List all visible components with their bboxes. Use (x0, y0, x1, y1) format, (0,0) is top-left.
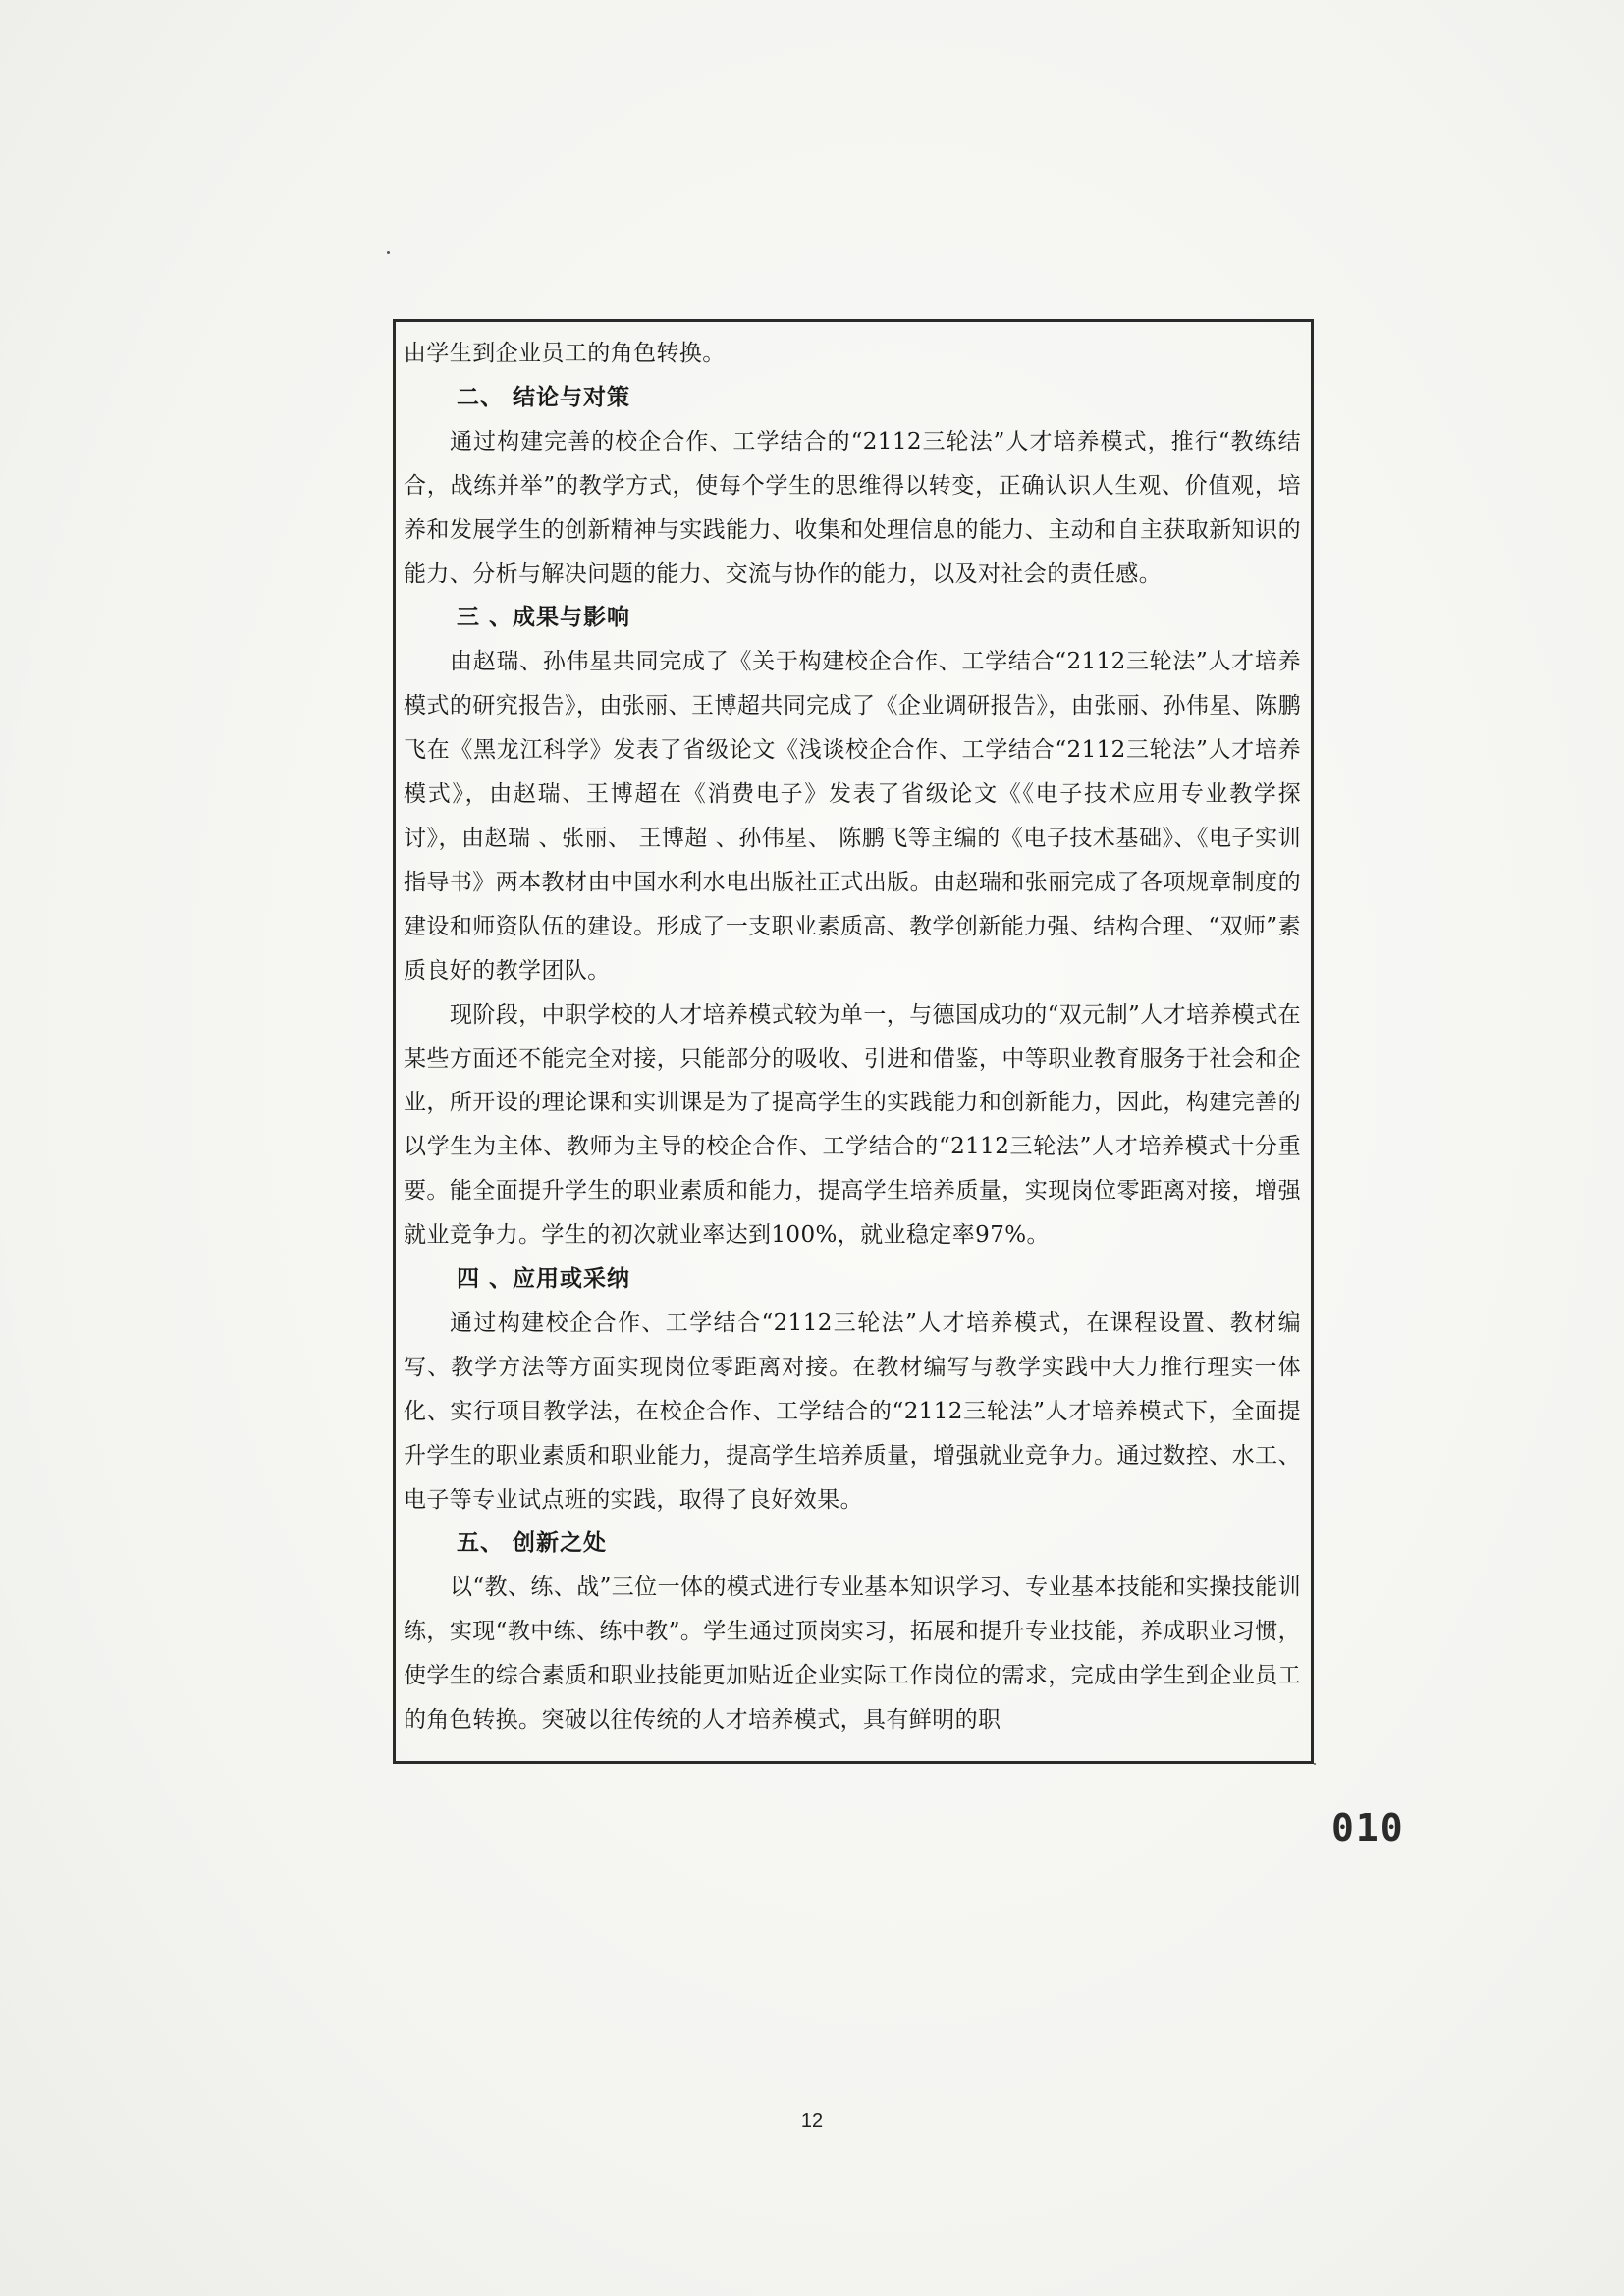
paragraph-application: 通过构建校企合作、工学结合“2112三轮法”人才培养模式，在课程设置、教材编写、教学方法等方面实现岗位零距离对接。在教材编写与教学实践中大力推行理实一体化、实行项目教学法，在校企合作、工学结合的“2112三轮法”人才培养模式下，全面提升学生的职业素质和职业能力，提高学生培养质量，增强就业竞争力。通过数控、水工、电子等专业试点班的实践，取得了良好效果。 (404, 1309, 1301, 1513)
section-heading-application: 四 、应用或采纳 (457, 1265, 631, 1293)
scan-speck (1314, 1763, 1316, 1765)
document-body (404, 332, 1301, 1742)
section-heading-conclusions: 二、 结论与对策 (457, 383, 631, 410)
opening-line: 由学生到企业员工的角色转换。 (404, 341, 726, 366)
page-number: 12 (800, 2110, 824, 2132)
scan-speck (387, 251, 390, 254)
section-heading-innovation: 五、 创新之处 (457, 1529, 608, 1557)
paragraph-results-1: 由赵瑞、孙伟星共同完成了《关于构建校企合作、工学结合“2112三轮法”人才培养模式的研究报告》，由张丽、王博超共同完成了《企业调研报告》，由张丽、孙伟星、陈鹏飞在《黑龙江科学》发表了省级论文《浅谈校企合作、工学结合“2112三轮法”人才培养模式》，由赵瑞、王博超在《消费电子》发表了省级论文《《电子技术应用专业教学探讨》，由赵瑞 、张丽、 王博超 、孙伟星、 陈鹏飞等主编的《电子技术基础》、《电子实训指导书》两本教材由中国水利水电出版社正式出版。由赵瑞和张丽完成了各项规章制度的建设和师资队伍的建设。形成了一支职业素质高、教学创新能力强、结构合理、“双师”素质良好的教学团队。 (404, 649, 1301, 984)
paragraph-conclusions: 通过构建完善的校企合作、工学结合的“2112三轮法”人才培养模式，推行“教练结合，战练并举”的教学方式，使每个学生的思维得以转变，正确认识人生观、价值观，培养和发展学生的创新精神与实践能力、收集和处理信息的能力、主动和自主获取新知识的能力、分析与解决问题的能力、交流与协作的能力，以及对社会的责任感。 (404, 428, 1301, 587)
document-frame (393, 319, 1314, 1764)
paragraph-innovation: 以“教、练、战”三位一体的模式进行专业基本知识学习、专业基本技能和实操技能训练，实现“教中练、练中教”。学生通过顶岗实习，拓展和提升专业技能，养成职业习惯，使学生的综合素质和职业技能更加贴近企业实际工作岗位的需求，完成由学生到企业员工的角色转换。突破以往传统的人才培养模式，具有鲜明的职 (404, 1575, 1301, 1734)
section-heading-results: 三 、成果与影响 (457, 604, 631, 631)
paragraph-results-2: 现阶段，中职学校的人才培养模式较为单一，与德国成功的“双元制”人才培养模式在某些方面还不能完全对接，只能部分的吸收、引进和借鉴，中等职业教育服务于社会和企业，所开设的理论课和实训课是为了提高学生的实践能力和创新能力，因此，构建完善的以学生为主体、教师为主导的校企合作、工学结合的“2112三轮法”人才培养模式十分重要。能全面提升学生的职业素质和能力，提高学生培养质量，实现岗位零距离对接，增强就业竞争力。学生的初次就业率达到100%，就业稳定率97%。 (404, 1001, 1301, 1249)
scan-stamp-number: 010 (1331, 1806, 1405, 1849)
